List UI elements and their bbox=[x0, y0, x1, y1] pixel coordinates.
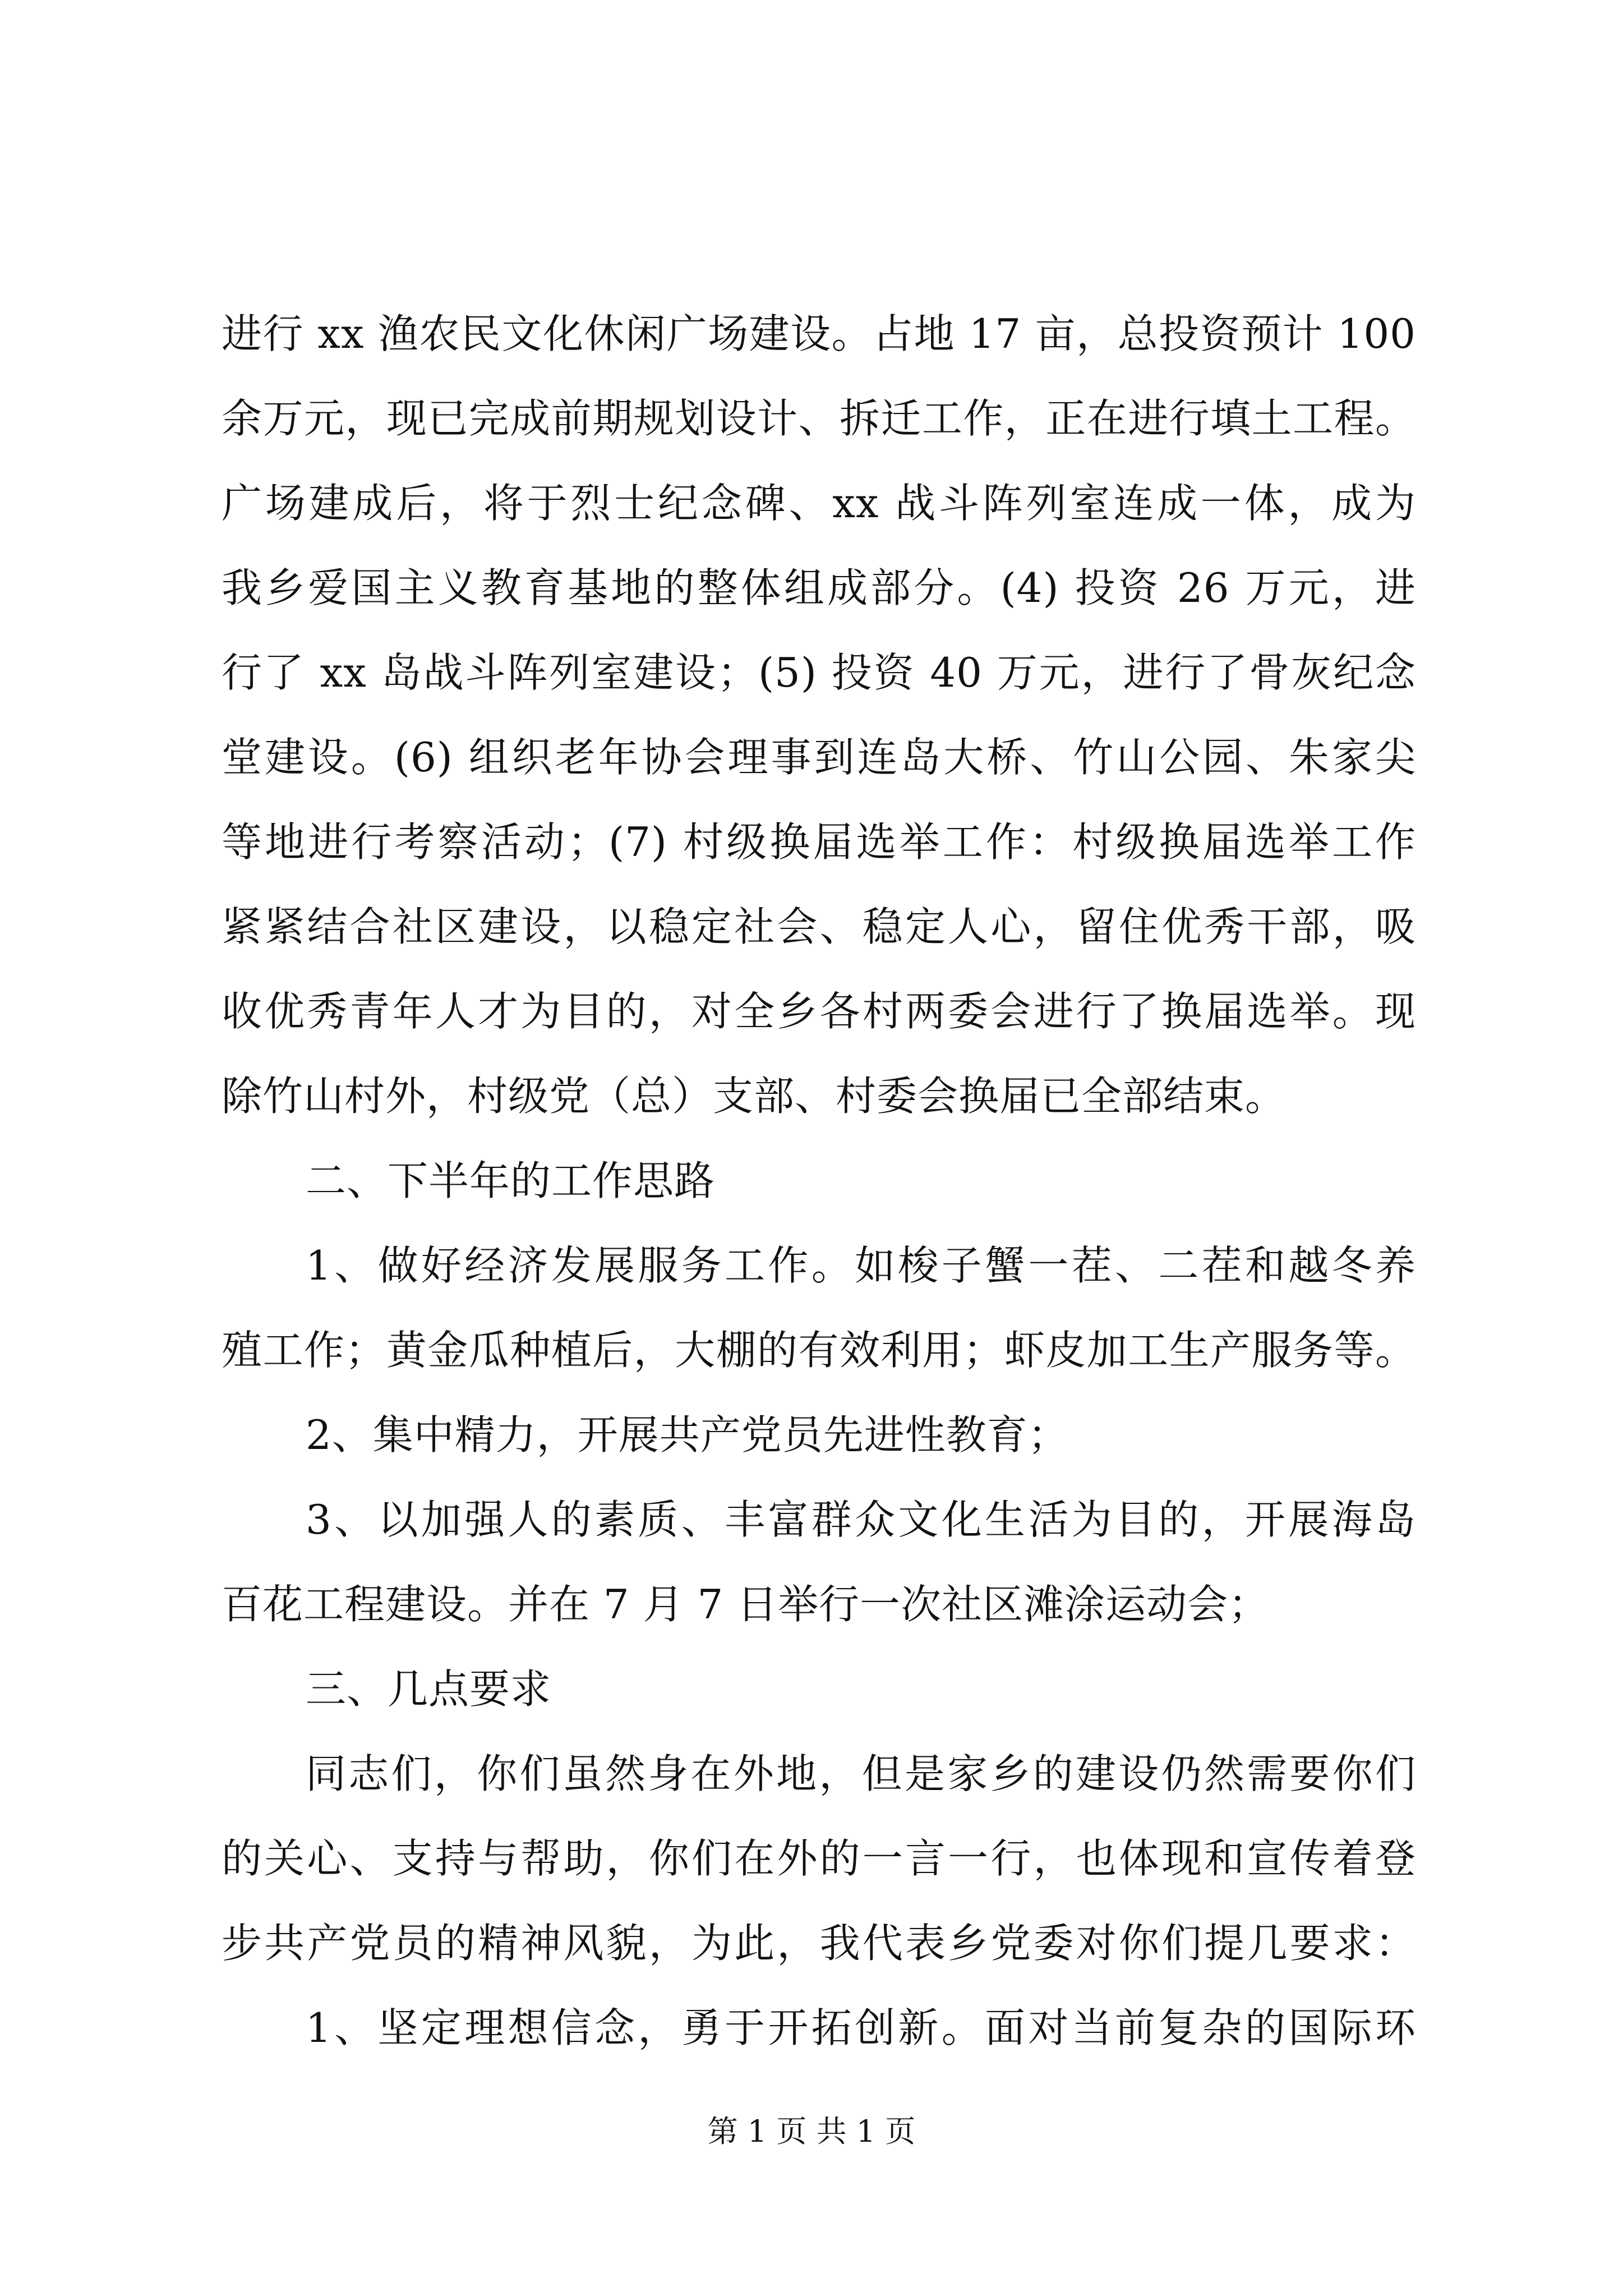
text-line: 等地进行考察活动；(7) 村级换届选举工作：村级换届选举工作 bbox=[222, 818, 1416, 866]
section-heading: 三、几点要求 bbox=[306, 1665, 552, 1713]
body-text bbox=[222, 292, 1416, 2070]
text-line: 除竹山村外，村级党（总）支部、村委会换届已全部结束。 bbox=[222, 1073, 1287, 1120]
text-line: 殖工作；黄金瓜种植后，大棚的有效利用；虾皮加工生产服务等。 bbox=[222, 1327, 1416, 1374]
text-line: 行了 xx 岛战斗阵列室建设；(5) 投资 40 万元，进行了骨灰纪念 bbox=[222, 649, 1416, 696]
text-line: 步共产党员的精神风貌，为此，我代表乡党委对你们提几要求： bbox=[222, 1920, 1416, 1967]
text-line: 余万元，现已完成前期规划设计、拆迁工作，正在进行填土工程。 bbox=[222, 395, 1416, 442]
text-line: 1、坚定理想信念，勇于开拓创新。面对当前复杂的国际环 bbox=[306, 2004, 1416, 2051]
section-heading: 二、下半年的工作思路 bbox=[306, 1157, 716, 1204]
text-line: 1、做好经济发展服务工作。如梭子蟹一茬、二茬和越冬养 bbox=[306, 1242, 1416, 1289]
text-line: 的关心、支持与帮助，你们在外的一言一行，也体现和宣传着登 bbox=[222, 1835, 1416, 1882]
text-line: 堂建设。(6) 组织老年协会理事到连岛大桥、竹山公园、朱家尖 bbox=[222, 734, 1416, 781]
text-line: 收优秀青年人才为目的，对全乡各村两委会进行了换届选举。现 bbox=[222, 988, 1416, 1035]
text-line: 广场建成后，将于烈士纪念碑、xx 战斗阵列室连成一体，成为 bbox=[222, 480, 1416, 527]
text-line: 百花工程建设。并在 7 月 7 日举行一次社区滩涂运动会； bbox=[222, 1581, 1270, 1628]
text-line: 我乡爱国主义教育基地的整体组成部分。(4) 投资 26 万元，进 bbox=[222, 564, 1416, 611]
text-line: 进行 xx 渔农民文化休闲广场建设。占地 17 亩，总投资预计 100 bbox=[222, 310, 1416, 357]
text-line: 3、以加强人的素质、丰富群众文化生活为目的，开展海岛 bbox=[306, 1496, 1416, 1543]
text-line: 2、集中精力，开展共产党员先进性教育； bbox=[306, 1411, 1069, 1458]
text-line: 同志们，你们虽然身在外地，但是家乡的建设仍然需要你们 bbox=[306, 1750, 1416, 1797]
text-line: 紧紧结合社区建设，以稳定社会、稳定人心，留住优秀干部，吸 bbox=[222, 903, 1416, 950]
page-footer: 第 1 页 共 1 页 bbox=[707, 2114, 916, 2149]
